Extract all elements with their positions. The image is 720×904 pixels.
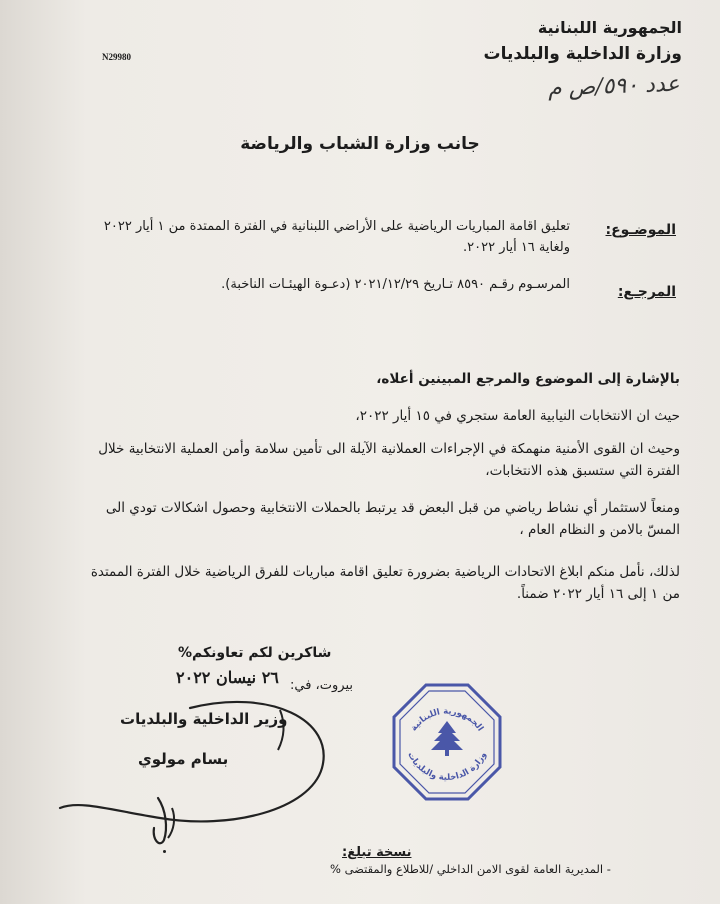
document-code: N29980 [102, 52, 131, 62]
cedar-icon [431, 721, 463, 756]
stamp-bottom-text: وزارة الداخلية والبلديات [405, 750, 489, 783]
handwritten-reference-number: عدد ٥٩٠/ص م [548, 71, 681, 102]
minister-name: بسام مولوي [138, 750, 229, 768]
reference-text: المرسـوم رقـم ٨٥٩٠ تـاريخ ٢٠٢١/١٢/٢٩ (دعـوة الهيئـات الناخبة). [221, 277, 570, 292]
paragraph-1: حيث ان الانتخابات النيابية العامة ستجري في ١٥ أيار ٢٠٢٢، [355, 408, 680, 424]
header-ministry: وزارة الداخلية والبلديات [483, 44, 682, 64]
ink-dot [163, 850, 166, 853]
stamp-top-text: الجمهورية اللبنانية [408, 706, 486, 734]
place-label: بيروت، في: [290, 678, 353, 693]
header-republic: الجمهورية اللبنانية [537, 18, 682, 37]
paragraph-4: لذلك، نأمل منكم ابلاغ الاتحادات الرياضية بضرورة تعليق اقامة مباريات للفرق الرياضية خلال الفترة الممتدة من ١ إلى ١٦ أيار ٢٠٢٢ ضمناً. [90, 564, 680, 602]
subject-text: تعليق اقامة المباريات الرياضية على الأراضي اللبنانية في الفترة الممتدة من ١ أيار ٢٠٢٢ ولغاية ١٦ أيار ٢٠٢٢. [103, 219, 570, 255]
official-stamp [388, 681, 506, 803]
copies-item: - المديرية العامة لقوى الامن الداخلي /للاطلاع والمقتضى % [330, 862, 611, 876]
handwritten-date: ٢٦ نيسان ٢٠٢٢ [176, 668, 279, 687]
paragraph-3: ومنعاً لاستثمار أي نشاط رياضي من قبل البعض قد يرتبط بالحملات الانتخابية وحصول اشكالات تودي الى المسّ بالامن و النظام العام ، [105, 500, 680, 538]
reference-label: المرجـع: [617, 284, 676, 300]
paragraph-2: وحيث ان القوى الأمنية منهمكة في الإجراءات العملانية الآيلة الى تأمين سلامة وأمن العملية الانتخابية خلال الفترة التي ستسبق هذه الانتخابات، [98, 441, 680, 479]
recipient-title: جانب وزارة الشباب والرياضة [240, 134, 480, 154]
minister-title: وزير الداخلية والبلديات [120, 710, 288, 728]
closing-thanks: شاكرين لكم تعاونكم% [178, 645, 332, 661]
subject-label: الموضـوع: [605, 222, 676, 238]
intro-paragraph: بالإشارة إلى الموضوع والمرجع المبينين أعلاه، [376, 371, 680, 387]
copies-label: نسخة تبلغ: [342, 845, 412, 860]
